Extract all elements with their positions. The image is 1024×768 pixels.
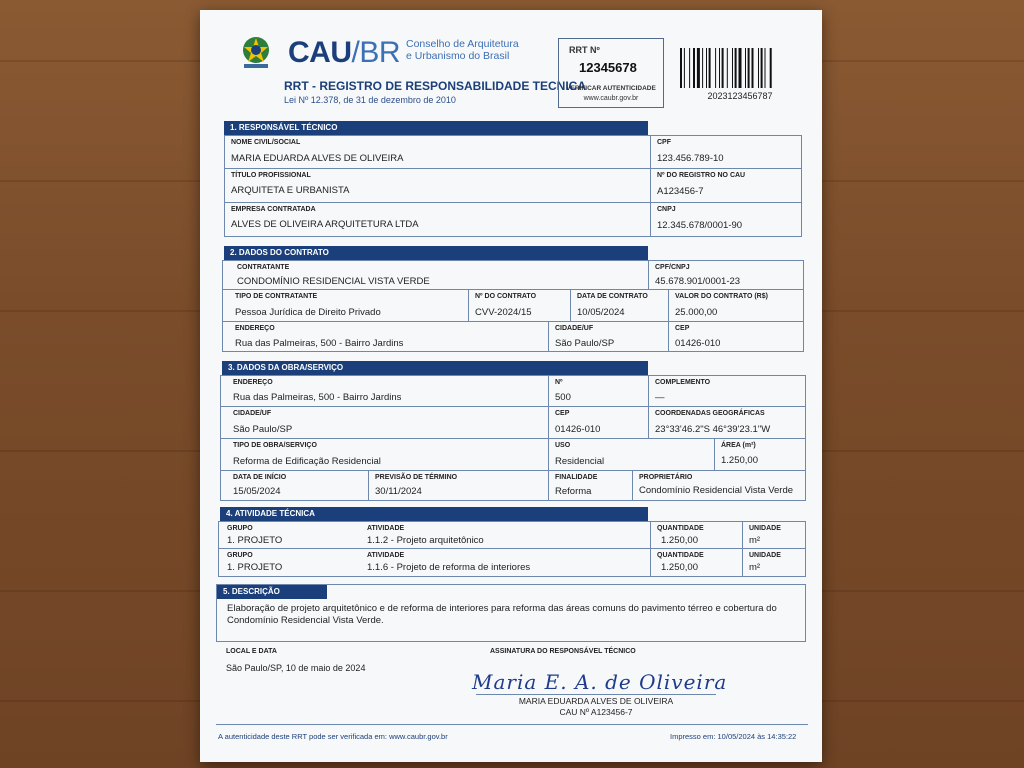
handwritten-signature: Maria E. A. de Oliveira	[472, 670, 728, 694]
coat-of-arms-icon	[236, 32, 276, 72]
signature-line	[476, 694, 716, 695]
footer-printed: Impresso em: 10/05/2024 às 14:35:22	[670, 732, 797, 741]
table-row: EMPRESA CONTRATADA ALVES DE OLIVEIRA ARQUITETURA LTDA CNPJ 12.345.678/0001-90	[224, 203, 802, 237]
section-5-description	[216, 584, 806, 642]
brand-logo: CAU/BR	[288, 36, 401, 69]
table-row: DATA DE INÍCIO 15/05/2024 PREVISÃO DE TÉRMINO 30/11/2024 FINALIDADE Reforma PROPRIETÁRIO Condomínio Residencial Vista Verde	[220, 471, 806, 501]
section-3-header: 3. DADOS DA OBRA/SERVIÇO	[222, 361, 648, 375]
signature-label: ASSINATURA DO RESPONSÁVEL TÉCNICO	[490, 648, 636, 655]
section-1-header: 1. RESPONSÁVEL TÉCNICO	[224, 121, 648, 135]
signer-cau: CAU Nº A123456-7	[559, 707, 633, 717]
local-date-label: LOCAL E DATA	[226, 648, 277, 655]
table-row: TIPO DE CONTRATANTE Pessoa Jurídica de Direito Privado Nº DO CONTRATO CVV-2024/15 DATA DE CONTRATO 10/05/2024 VALOR DO CONTRATO (R$) 25.000,00	[222, 290, 804, 322]
footer-authenticity: A autenticidade deste RRT pode ser verificada em: www.caubr.gov.br	[218, 732, 448, 741]
table-row: TÍTULO PROFISSIONAL ARQUITETA E URBANISTA Nº DO REGISTRO NO CAU A123456-7	[224, 169, 802, 203]
rrt-number: 12345678	[579, 60, 637, 75]
table-row: GRUPO 1. PROJETO ATIVIDADE 1.1.6 - Projeto de reforma de interiores QUANTIDADE 1.250,00 UNIDADE m²	[218, 549, 806, 577]
section-5-header: 5. DESCRIÇÃO	[217, 585, 327, 599]
table-row: GRUPO 1. PROJETO ATIVIDADE 1.1.2 - Projeto arquitetônico QUANTIDADE 1.250,00 UNIDADE m²	[218, 521, 806, 549]
document-title: RRT - REGISTRO DE RESPONSABILIDADE TECNICA	[284, 79, 587, 93]
signer-name: MARIA EDUARDA ALVES DE OLIVEIRA	[518, 696, 674, 706]
table-row: CONTRATANTE CONDOMÍNIO RESIDENCIAL VISTA VERDE CPF/CNPJ 45.678.901/0001-23	[222, 260, 804, 290]
table-row: CIDADE/UF São Paulo/SP CEP 01426-010 COORDENADAS GEOGRÁFICAS 23°33'46.2"S 46°39'23.1"W	[220, 407, 806, 439]
footer-divider	[216, 724, 808, 725]
local-date: São Paulo/SP, 10 de maio de 2024	[226, 663, 366, 673]
table-row: NOME CIVIL/SOCIAL MARIA EDUARDA ALVES DE OLIVEIRA CPF 123.456.789-10	[224, 135, 802, 169]
section-2-header: 2. DADOS DO CONTRATO	[224, 246, 648, 260]
table-row: ENDEREÇO Rua das Palmeiras, 500 - Bairro Jardins CIDADE/UF São Paulo/SP CEP 01426-010	[222, 322, 804, 352]
rrt-document	[200, 10, 822, 762]
document-law: Lei Nº 12.378, de 31 de dezembro de 2010	[284, 95, 456, 105]
table-row: ENDEREÇO Rua das Palmeiras, 500 - Bairro Jardins Nº 500 COMPLEMENTO —	[220, 375, 806, 407]
table-row: TIPO DE OBRA/SERVIÇO Reforma de Edificação Residencial USO Residencial ÁREA (m²) 1.250,00	[220, 439, 806, 471]
barcode-number: 2023123456787	[707, 91, 773, 101]
brand-subtitle: Conselho de Arquitetura e Urbanismo do Brasil	[406, 38, 519, 62]
description-text: Elaboração de projeto arquitetônico e de reforma de interiores para reforma das áreas comuns do pavimento térreo e cobertura do Condomínio Residencial Vista Verde.	[227, 603, 777, 626]
section-4-header: 4. ATIVIDADE TÉCNICA	[220, 507, 648, 521]
barcode-icon	[680, 48, 800, 88]
rrt-number-box: RRT Nº 12345678 VERIFICAR AUTENTICIDADE www.caubr.gov.br	[558, 38, 664, 108]
verify-url: www.caubr.gov.br	[583, 95, 639, 102]
